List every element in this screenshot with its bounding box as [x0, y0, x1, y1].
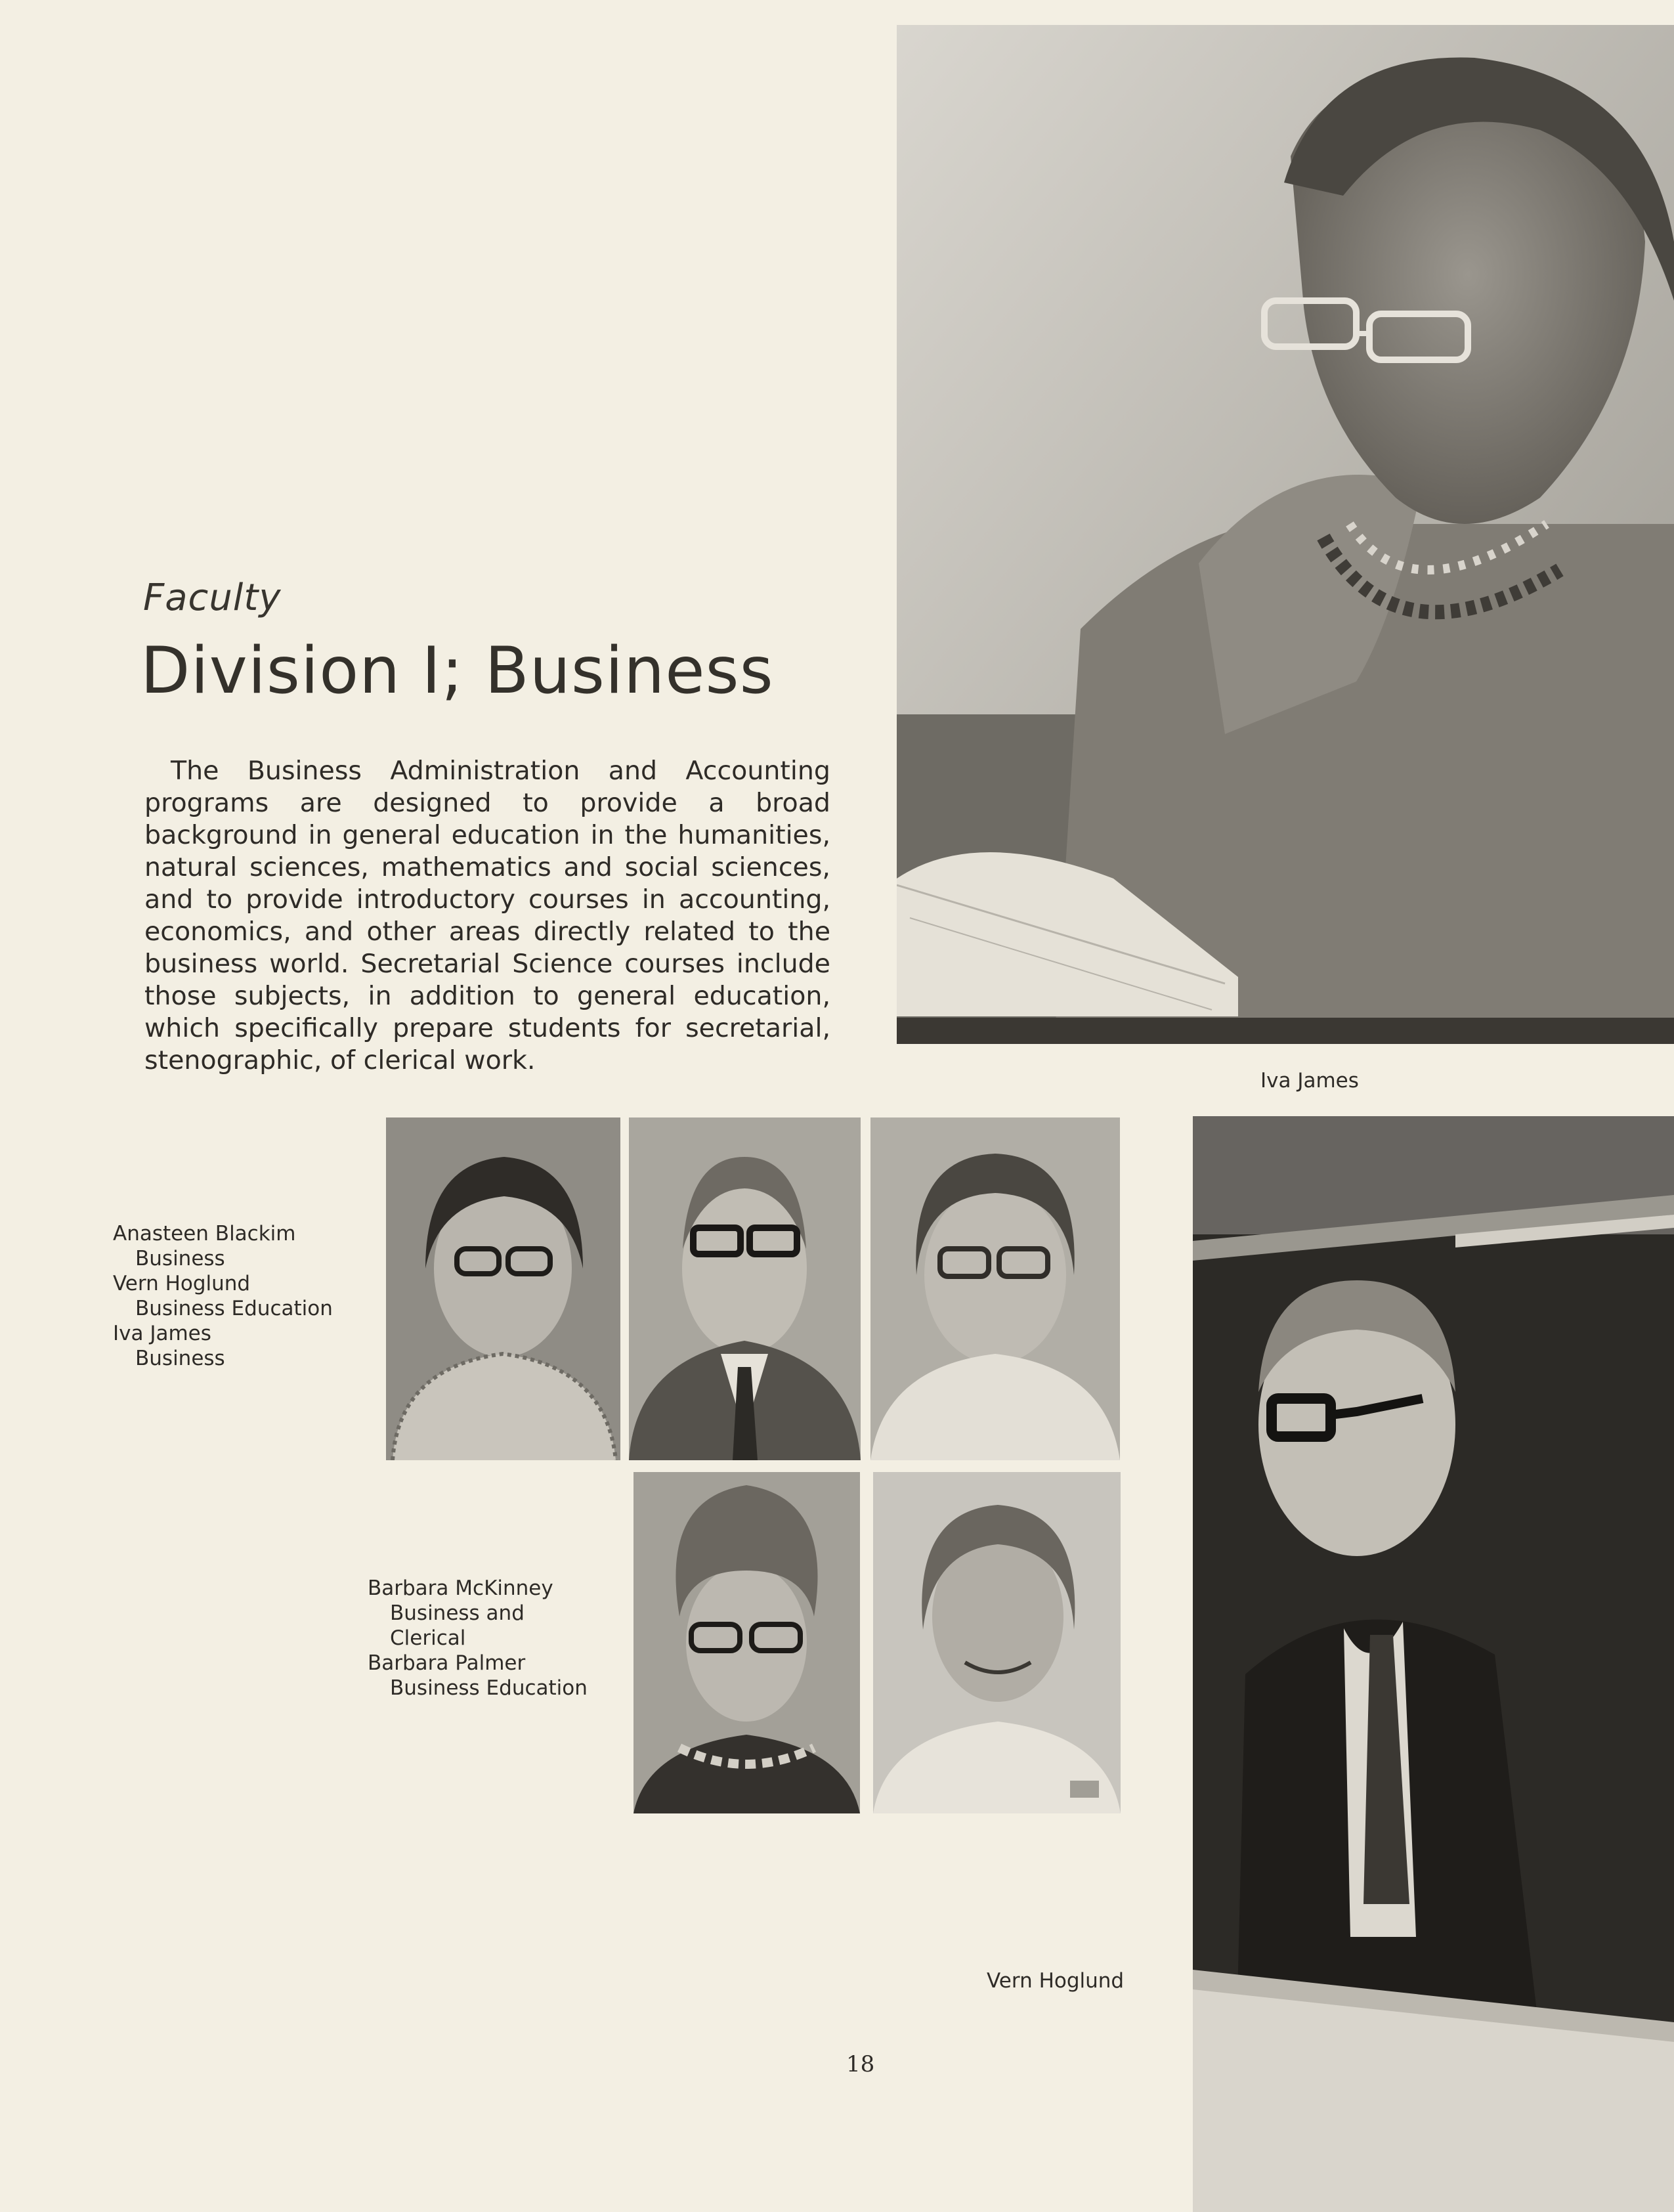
- portrait-vern-hoglund: [629, 1117, 861, 1460]
- faculty-dept: Business: [135, 1247, 225, 1270]
- faculty-list-group-1: [113, 1221, 333, 1371]
- faculty-dept: Business and: [390, 1601, 525, 1625]
- portrait-iva-james: [870, 1117, 1120, 1460]
- faculty-dept: Business: [135, 1347, 225, 1370]
- faculty-name: Iva James: [113, 1322, 211, 1345]
- intro-paragraph: [144, 755, 830, 1077]
- section-eyebrow: Faculty: [143, 576, 282, 619]
- faculty-dept: Clerical: [390, 1626, 466, 1650]
- page-number: 18: [846, 2051, 875, 2077]
- iva-james-photo: [897, 25, 1674, 1044]
- portrait-anasteen-blackim: [386, 1117, 620, 1460]
- page-title: Division I; Business: [140, 634, 774, 708]
- intro-text: The Business Administration and Accounting programs are designed to provide a broad background in general education in the humanities, natural sciences, mathematics and social sciences, and to provide introductory courses in accounting, economics, and other areas directly related to the business world. Secretarial Science courses include those subjects, in addition to general education, which specifically prepare students for secretarial, stenographic, of clerical work.: [144, 756, 830, 1075]
- portrait-barbara-mckinney: [633, 1472, 860, 1813]
- portrait-barbara-palmer: [873, 1472, 1121, 1813]
- vern-hoglund-photo: [1193, 1116, 1674, 2212]
- faculty-dept: Business Education: [135, 1297, 333, 1320]
- faculty-name: Vern Hoglund: [113, 1272, 251, 1295]
- faculty-name: Anasteen Blackim: [113, 1222, 296, 1246]
- iva-james-caption: Iva James: [1260, 1069, 1359, 1093]
- faculty-name: Barbara Palmer: [368, 1651, 526, 1675]
- faculty-name: Barbara McKinney: [368, 1576, 553, 1600]
- vern-hoglund-caption: Vern Hoglund: [987, 1969, 1125, 1993]
- faculty-dept: Business Education: [390, 1676, 588, 1700]
- faculty-list-group-2: [368, 1576, 588, 1701]
